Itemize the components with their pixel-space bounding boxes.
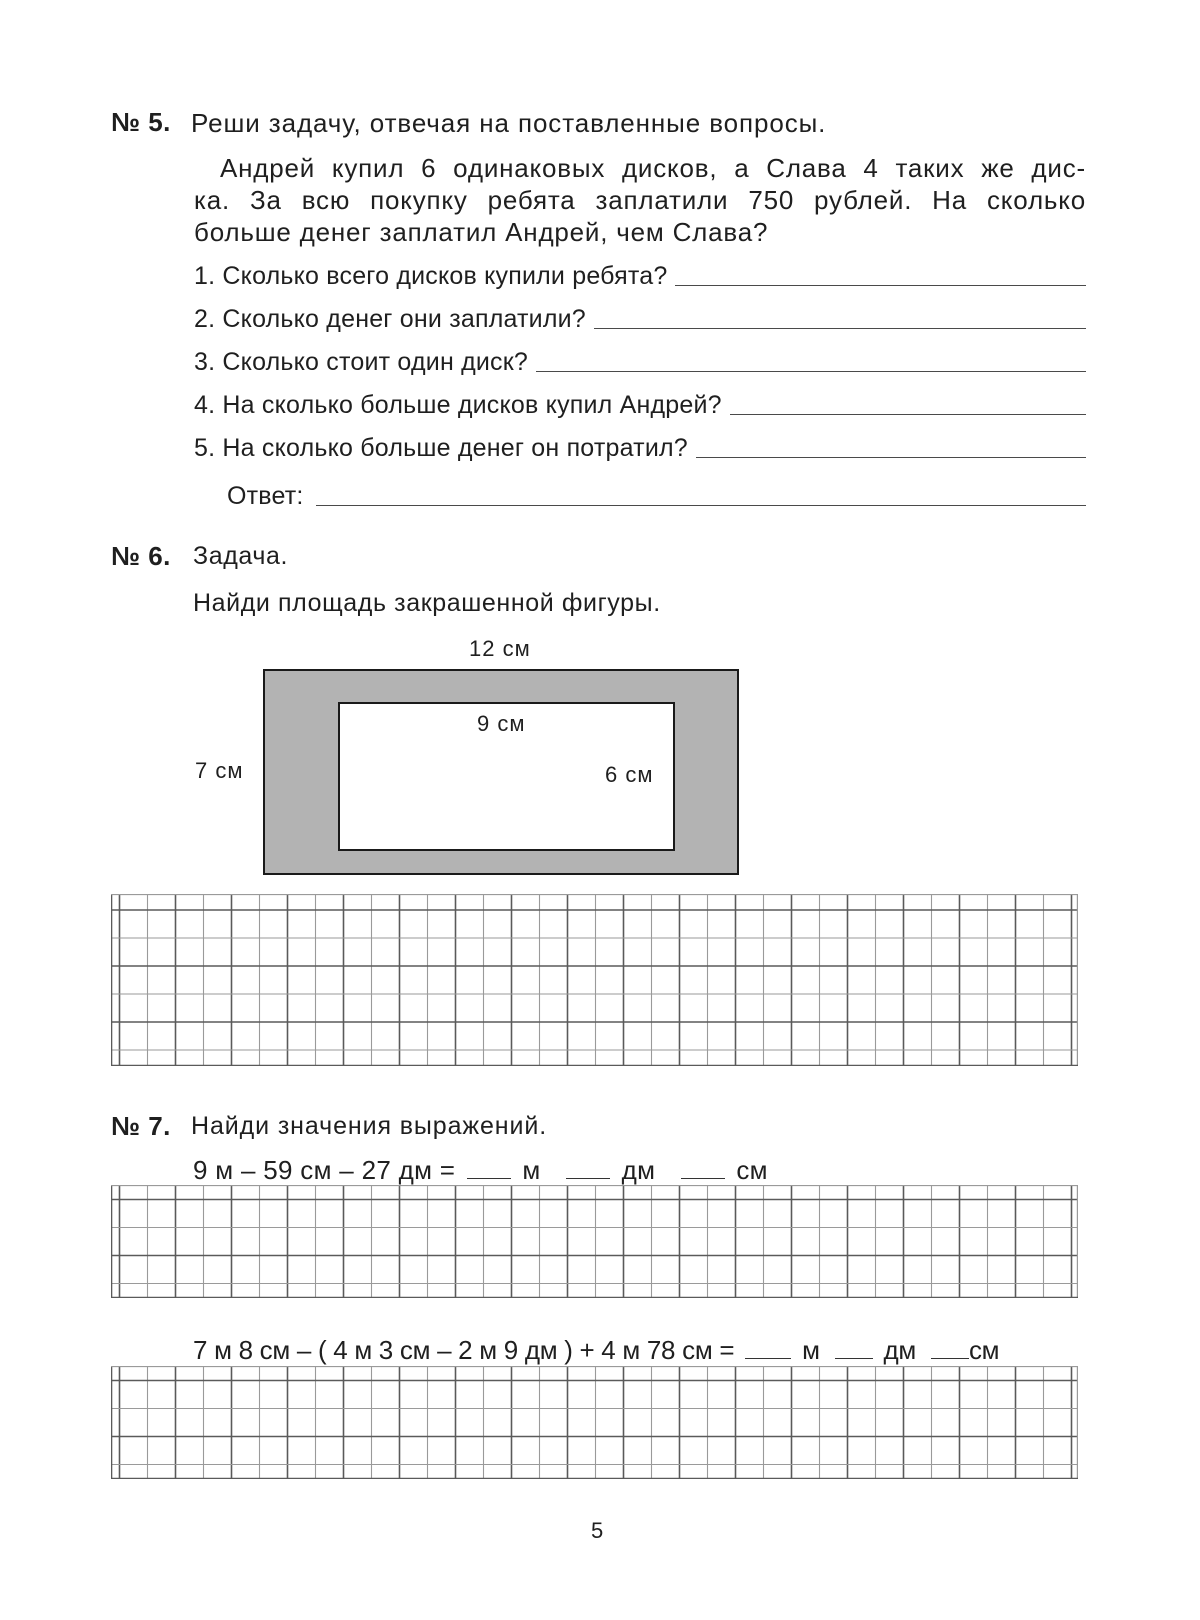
question-3 xyxy=(194,348,1086,377)
grid-lines xyxy=(111,1366,1078,1479)
task-5-problem-text xyxy=(194,152,1086,248)
task-5-number: № 5. xyxy=(111,107,171,137)
outer-height-label: 7 см xyxy=(195,758,244,783)
question-4 xyxy=(194,391,1086,420)
blank-meters[interactable] xyxy=(745,1357,791,1359)
inner-height-label: 6 см xyxy=(605,762,654,787)
task-5-instruction: Реши задачу, отвечая на поставленные вопросы. xyxy=(191,108,827,138)
problem-line: больше денег заплатил Андрей, чем Слава? xyxy=(194,217,769,247)
question-label: 1. Сколько всего дисков купили ребята? xyxy=(194,262,668,290)
unit-label: м xyxy=(522,1155,541,1185)
question-label: 5. На сколько больше денег он потратил? xyxy=(194,434,688,462)
expression-2-text: 7 м 8 см – ( 4 м 3 см – 2 м 9 дм ) + 4 м 78 см = xyxy=(193,1335,735,1365)
outer-width-label: 12 см xyxy=(469,636,531,661)
page-number: 5 xyxy=(591,1518,604,1543)
expression-2 xyxy=(193,1335,999,1366)
squared-work-grid[interactable] xyxy=(111,1366,1078,1479)
unit-label: дм xyxy=(621,1155,656,1185)
expression-1 xyxy=(193,1155,768,1186)
answer-blank-4[interactable] xyxy=(730,413,1086,415)
task-6-instruction: Найди площадь закрашенной фигуры. xyxy=(193,589,661,617)
question-1 xyxy=(194,262,1086,291)
squared-work-grid[interactable] xyxy=(111,894,1078,1066)
blank-decimeters[interactable] xyxy=(566,1177,610,1179)
problem-line: Андрей купил 6 одинаковых дисков, а Слава 4 таких же дис- xyxy=(220,153,1086,183)
question-label: 4. На сколько больше дисков купил Андрей? xyxy=(194,391,722,419)
expression-1-text: 9 м – 59 см – 27 дм = xyxy=(193,1155,456,1185)
question-label: 3. Сколько стоит один диск? xyxy=(194,348,528,376)
blank-centimeters[interactable] xyxy=(931,1357,969,1359)
task-7-number: № 7. xyxy=(111,1111,171,1141)
task-6-title: Задача. xyxy=(193,542,289,570)
unit-label: м xyxy=(802,1335,820,1365)
blank-decimeters[interactable] xyxy=(835,1357,873,1359)
blank-meters[interactable] xyxy=(467,1177,511,1179)
question-5 xyxy=(194,434,1086,463)
unit-label: см xyxy=(736,1155,768,1185)
answer-blank-final[interactable] xyxy=(316,504,1086,506)
question-2 xyxy=(194,305,1086,334)
question-label: 2. Сколько денег они заплатили? xyxy=(194,305,586,333)
unit-label: см xyxy=(968,1335,1000,1365)
task-6-number: № 6. xyxy=(111,541,171,571)
answer-blank-3[interactable] xyxy=(536,370,1086,372)
answer-blank-1[interactable] xyxy=(675,284,1086,286)
task-7-instruction: Найди значения выражений. xyxy=(191,1112,548,1140)
squared-work-grid[interactable] xyxy=(111,1185,1078,1298)
answer-blank-2[interactable] xyxy=(594,327,1086,329)
blank-centimeters[interactable] xyxy=(681,1177,725,1179)
grid-lines xyxy=(111,1185,1078,1298)
problem-line: ка. За всю покупку ребята заплатили 750 рублей. На сколько xyxy=(194,185,1086,215)
grid-lines xyxy=(111,894,1078,1066)
answer-row xyxy=(227,482,1086,511)
answer-blank-5[interactable] xyxy=(696,456,1086,458)
unit-label: дм xyxy=(883,1335,916,1365)
inner-width-label: 9 см xyxy=(477,711,526,736)
answer-label: Ответ: xyxy=(227,482,304,510)
